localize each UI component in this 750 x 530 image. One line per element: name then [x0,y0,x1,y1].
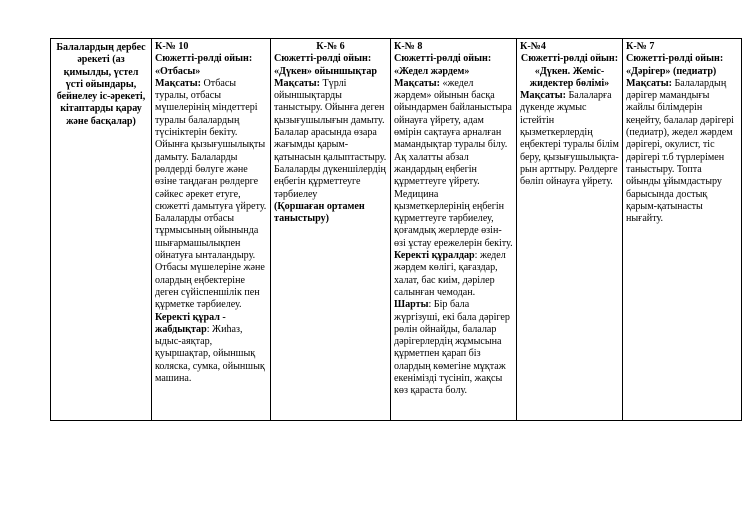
goal-text: Түрлі ойыншықтарды таныстыру. Ойынға деген қызығушылығын дамыту. Балалар арасында өзара жағымды қарым-қатынасын қалыптастыру. Балаларды дүкеншілердің еңбегін құрметтеуге тәрбиелеу [274,77,387,200]
game-cell-3 [391,39,517,421]
game-title: Сюжетті-рөлді ойын: «Дүкен» ойыншықтар [274,53,377,77]
game-code: К-№ 6 [316,41,345,52]
game-cell-5 [623,39,742,421]
goal-text: Балалардың дәрігер мамандығы жайлы білімдерін кеңейту, балалар дәрігері (педиатр), жедел жәрдем дәрігері, окулист, тіс дәрігері т.б түрлерімен таныстыру. Топта ойынды ұйымдастыру барысында достық қарым-қатынасты нығайту. [626,77,734,225]
goal-label: Мақсаты: [626,77,672,89]
equipment-label: Керекті құралдар [394,250,475,262]
rules-label: Шарты [394,299,429,311]
game-title: Сюжетті-рөлді ойын: «Дүкен. Жеміс-жидектер бөлімі» [520,53,619,89]
activity-table [50,38,742,421]
game-title: Сюжетті-рөлді ойын: «Отбасы» [155,53,253,77]
game-title: Сюжетті-рөлді ойын: «Дәрігер» (педиатр) [626,53,724,77]
table-row [51,39,742,421]
goal-label: Мақсаты: [274,77,320,89]
equipment-label: Керекті құрал - жабдықтар [155,311,226,335]
game-code: К-№ 7 [626,41,655,52]
game-cell-2 [271,39,391,421]
activity-type-label: Балалардың дербес әрекеті (аз қимылды, үстел үсті ойындары, бейнелеу іс-әрекеті, кітаптарды қарау және басқалар) [56,42,146,127]
goal-label: Мақсаты: [394,77,440,89]
goal-text: «жедел жәрдем» ойынын басқа ойындармен байланыстыра ойнауға үйрету, адам өмірін сақтауға арналған мамандықтар туралы білу. Ақ халатты абзал жандардың еңбегін құрметтеуге үйрету. Медицина қызметкерлерінің еңбегін құрметтеуге тәрбиелеу, қоғамдық жерлерде өзін-өзі ұстау ережелерін бекіту. [394,77,513,249]
game-code: К-№ 10 [155,41,189,52]
rules-text: : Бір бала жүргізуші, екі бала дәрігер рөлін ойнайды, балалар дәрігерлердің жұмысына құрметпен қарап біз олардың көмегіне мұқтаж екенімізді түсініп, жақсы көз қараста болу. [394,299,510,397]
game-title: Сюжетті-рөлді ойын: «Жедел жәрдем» [394,53,492,77]
goal-label: Мақсаты: [520,90,566,102]
goal-label: Мақсаты: [155,77,201,89]
activity-type-cell [51,39,152,421]
equipment-text: : жедел жәрдем көлігі, қағаздар, халат, бас киім, дәрілер салынған чемодан. [394,250,506,298]
game-cell-4 [517,39,623,421]
equipment-text: : Жиһаз, ыдыс-аяқтар, қуыршақтар, ойыншық коляска, сумка, ойыншық машина. [155,323,265,385]
game-code: К-№4 [520,41,546,52]
section-note: (Қоршаған ортамен таныстыру) [274,200,365,225]
game-cell-1 [152,39,271,421]
goal-text: Балаларға дүкенде жұмыс істейтін қызметкерлердің еңбектері туралы білім беру, қызығушылықта-рын арттыру. Рөлдерге бөліп ойнауға үйрету. [520,90,619,188]
game-code: К-№ 8 [394,41,423,52]
goal-text: Отбасы туралы, отбасы мүшелерінің міндеттері туралы балалардың түсініктерін бекіту. Ойынға қызығушылықты дамыту. Балаларды рөлдерді бөлуге және өзіне таңдаған рөлдерге сәйкес әрекет етуге, сюжетті дамытуға үйрету. Балаларды отбасы тұрмысының ойынында шығармашылықпен ойнатуға ынталандыру. Отбасы мүшелеріне және олардың еңбектеріне деген сүйіспеншілік пен құрметке тәрбиелеу. [155,77,267,311]
